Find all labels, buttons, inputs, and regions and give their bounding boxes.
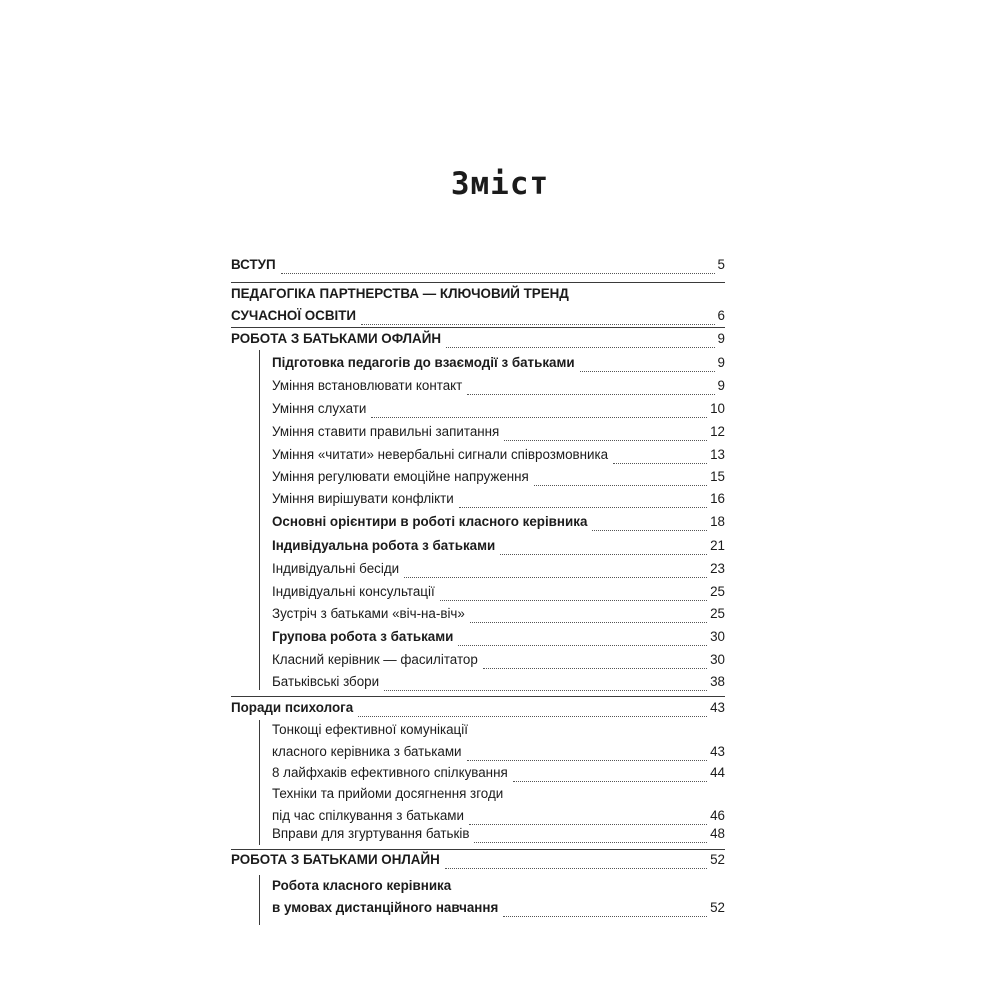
toc-entry-page: 10 [710,401,725,416]
toc-entry-page: 43 [710,743,725,759]
toc-entry[interactable] [272,400,725,422]
page-title: Зміст [450,166,550,202]
toc-entry-title: Тонкощі ефективної комунікації [272,722,468,737]
leader-dots [384,680,707,691]
toc-entry-title: під час спілкування з батьками [272,807,464,823]
toc-entry-page: 46 [710,807,725,823]
toc-entry-page: 5 [717,257,725,272]
toc-entry-title: ПЕДАГОГІКА ПАРТНЕРСТВА — КЛЮЧОВИЙ ТРЕНД [231,286,569,301]
toc-entry[interactable] [272,605,725,627]
leader-dots [613,453,707,464]
toc-entry[interactable] [272,673,725,695]
subsection-bar [259,720,260,845]
toc-entry[interactable] [272,583,725,605]
toc-entry-title: Групова робота з батьками [272,629,454,644]
toc-entry-page: 25 [710,584,725,599]
toc-entry[interactable] [272,377,725,399]
leader-dots [361,314,715,325]
toc-entry-title: РОБОТА З БАТЬКАМИ ОФЛАЙН [231,331,442,346]
subsection-bar [259,875,260,925]
leader-dots [445,858,707,869]
leader-dots [446,337,715,348]
toc-entry-title: класного керівника з батьками [272,743,462,759]
toc-entry-page: 48 [710,826,725,841]
toc-entry[interactable] [231,285,725,328]
section-divider [231,849,725,850]
toc-entry-title: Поради психолога [231,700,354,715]
toc-entry-page: 30 [710,629,725,644]
leader-dots [458,635,707,646]
toc-entry[interactable] [272,354,725,376]
leader-dots [534,475,707,486]
toc-entry-page: 9 [717,331,725,346]
toc-entry-page: 9 [717,355,725,370]
leader-dots [440,590,707,601]
toc-entry-title: Робота класного керівника [272,878,452,893]
toc-entry-title: Індивідуальні бесіди [272,561,400,576]
leader-dots [580,361,715,372]
toc-entry-page: 44 [710,765,725,780]
toc-entry-page: 9 [717,378,725,393]
toc-entry[interactable] [272,721,725,764]
leader-dots [358,706,707,717]
leader-dots [483,658,707,669]
toc-entry[interactable] [231,256,725,278]
toc-entry[interactable] [231,330,725,352]
toc-entry-page: 43 [710,700,725,715]
toc-entry-title: Уміння «читати» невербальні сигнали співрозмовника [272,447,609,462]
toc-entry-page: 18 [710,514,725,529]
toc-entry[interactable] [231,851,725,873]
toc-entry[interactable] [272,651,725,673]
subsection-bar [259,350,260,690]
toc-entry-page: 38 [710,674,725,689]
leader-dots [503,906,707,917]
toc-entry[interactable] [272,423,725,445]
toc-entry-title: СУЧАСНОЇ ОСВІТИ [231,307,357,323]
toc-entry[interactable] [272,490,725,512]
toc-entry[interactable] [272,877,725,920]
leader-dots [513,771,707,782]
toc-entry-title: Зустріч з батьками «віч-на-віч» [272,606,465,621]
toc-entry-page: 23 [710,561,725,576]
toc-entry[interactable] [272,468,725,490]
section-divider [231,282,725,283]
toc-entry-title: Уміння регулювати емоційне напруження [272,469,529,484]
toc-entry-page: 52 [710,852,725,867]
toc-entry[interactable] [272,560,725,582]
leader-dots [474,832,707,843]
toc-entry[interactable] [272,628,725,650]
toc-entry-title: в умовах дистанційного навчання [272,899,499,915]
leader-dots [504,430,707,441]
toc-entry-title: Батьківські збори [272,674,380,689]
toc-entry[interactable] [272,825,725,847]
leader-dots [470,612,707,623]
toc-entry-title: Уміння ставити правильні запитання [272,424,500,439]
toc-entry-title: Уміння слухати [272,401,367,416]
leader-dots [467,750,708,761]
toc-entry[interactable] [231,699,725,721]
leader-dots [371,407,707,418]
toc-entry-title: Індивідуальна робота з батьками [272,538,496,553]
leader-dots [467,384,714,395]
toc-entry[interactable] [272,446,725,468]
leader-dots [469,814,707,825]
toc-entry-page: 30 [710,652,725,667]
toc-entry-title: Основні орієнтири в роботі класного керівника [272,514,588,529]
toc-entry-page: 16 [710,491,725,506]
toc-entry[interactable] [272,764,725,786]
leader-dots [500,544,707,555]
toc-entry-page: 52 [710,899,725,915]
leader-dots [459,497,707,508]
toc-entry-page: 13 [710,447,725,462]
toc-entry[interactable] [272,537,725,559]
toc-entry-title: РОБОТА З БАТЬКАМИ ОНЛАЙН [231,852,440,867]
toc-entry-title: ВСТУП [231,257,276,272]
toc-entry-title: Уміння вирішувати конфлікти [272,491,454,506]
toc-entry-page: 15 [710,469,725,484]
toc-entry-title: Вправи для згуртування батьків [272,826,470,841]
toc-entry-title: Класний керівник — фасилітатор [272,652,478,667]
leader-dots [281,263,715,274]
leader-dots [404,567,707,578]
toc-entry[interactable] [272,513,725,535]
toc-entry-title: Підготовка педагогів до взаємодії з батьками [272,355,575,370]
toc-entry-page: 25 [710,606,725,621]
toc-entry-page: 12 [710,424,725,439]
section-divider [231,696,725,697]
toc-entry[interactable] [272,785,725,828]
leader-dots [592,520,707,531]
toc-entry-title: Індивідуальні консультації [272,584,435,599]
toc-entry-title: Техніки та прийоми досягнення згоди [272,786,504,801]
toc-entry-page: 6 [717,307,725,323]
toc-entry-title: 8 лайфхаків ефективного спілкування [272,765,508,780]
toc-entry-page: 21 [710,538,725,553]
toc-entry-title: Уміння встановлювати контакт [272,378,463,393]
